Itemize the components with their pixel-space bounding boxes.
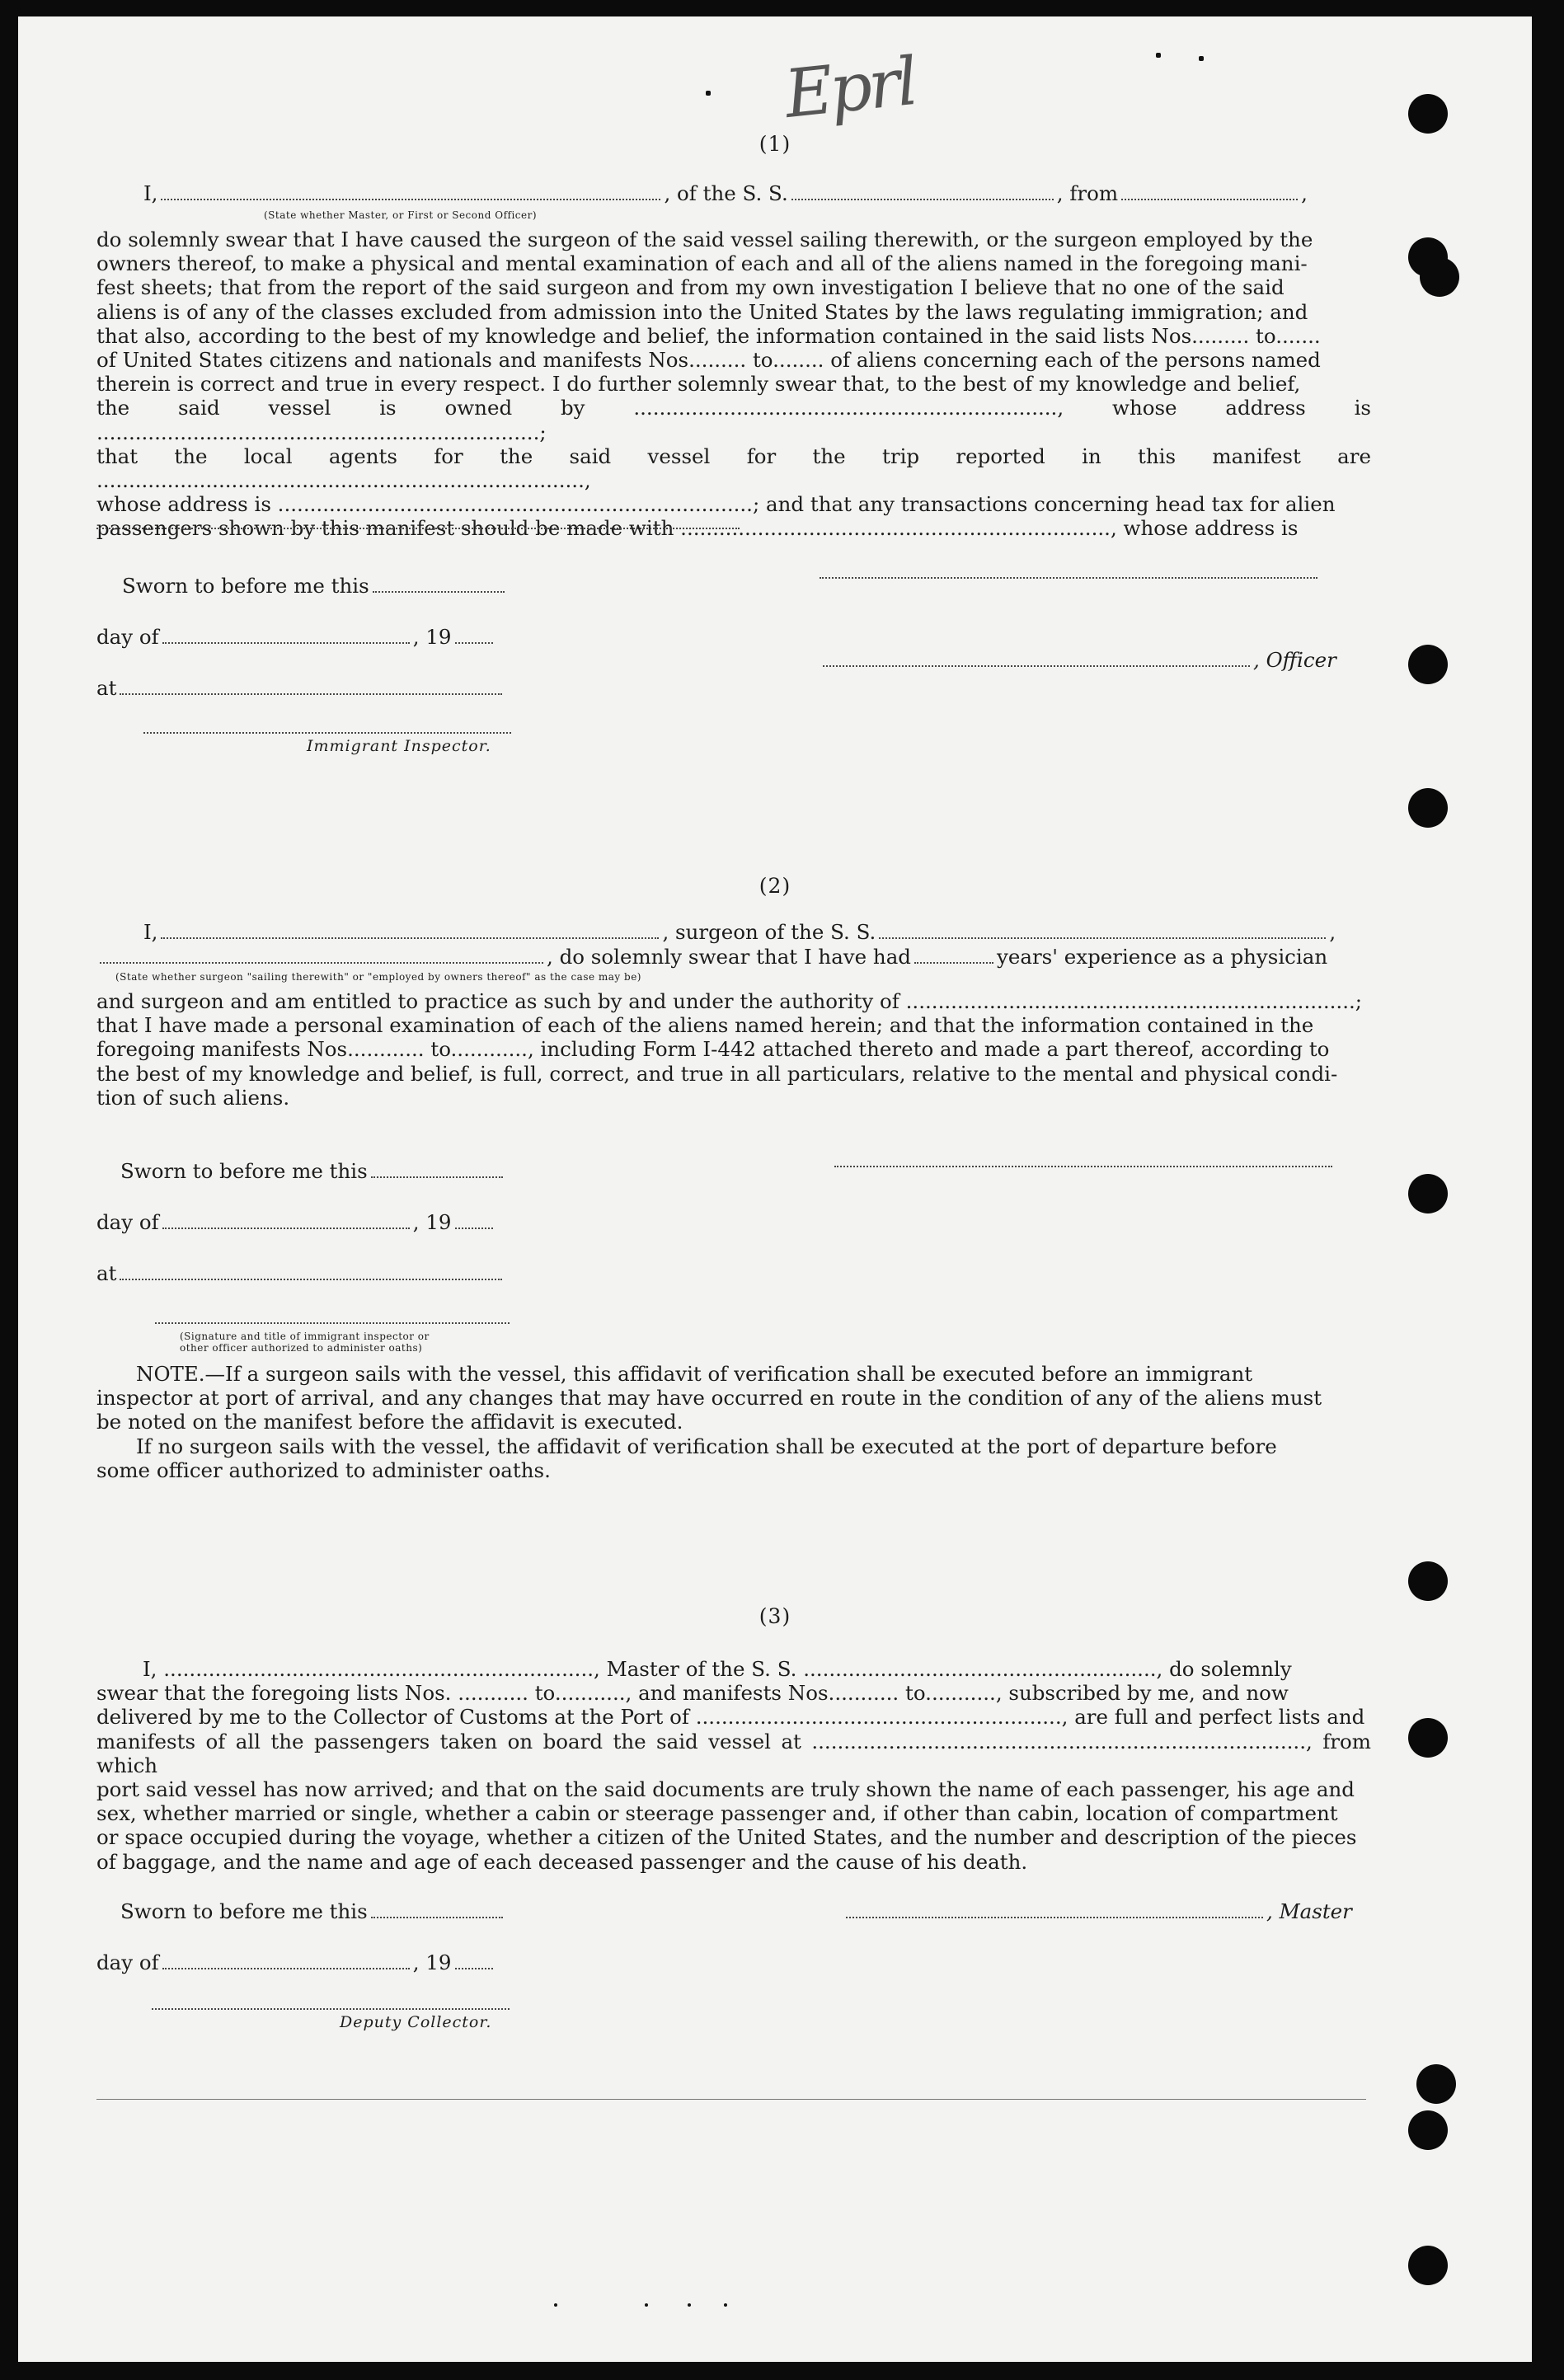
blank-field[interactable] <box>455 1953 493 1969</box>
signature-line[interactable] <box>143 730 511 734</box>
text-line: owners thereof, to make a physical and mental examination of each and all of the aliens named in the foregoing mani- <box>96 251 1308 276</box>
blank-field[interactable] <box>371 1902 503 1918</box>
blank-field[interactable] <box>96 526 740 529</box>
section-2-note <box>96 1362 1371 1482</box>
punch-hole <box>1408 645 1448 684</box>
at-label: at <box>96 676 117 700</box>
section-1-day <box>96 625 496 649</box>
ink-speck <box>724 2303 727 2307</box>
punch-hole <box>1408 1561 1448 1601</box>
punch-hole <box>1416 2064 1456 2104</box>
text-line: If no surgeon sails with the vessel, the affidavit of verification shall be executed at the port of departure before <box>136 1434 1277 1458</box>
punch-hole <box>1408 2246 1448 2285</box>
day-label: day of <box>96 1210 159 1234</box>
blank-field[interactable] <box>162 1953 410 1969</box>
blank-field[interactable] <box>914 947 993 964</box>
ink-speck <box>688 2303 691 2307</box>
punch-hole <box>1408 1718 1448 1758</box>
ink-speck <box>1156 53 1161 58</box>
signature-line[interactable] <box>823 650 1250 667</box>
ink-speck <box>706 91 711 96</box>
text-line: swear that the foregoing lists Nos. ........... to..........., and manifests Nos........... to..........., subscribed by me, and now <box>96 1681 1289 1706</box>
section-2-body <box>96 989 1371 1110</box>
blank-field[interactable] <box>161 184 660 200</box>
master-line <box>843 1899 1352 1923</box>
section-3-body <box>96 1657 1371 1874</box>
master-label: , Master <box>1266 1899 1352 1923</box>
section-1-sworn <box>122 574 508 598</box>
blank-field[interactable] <box>162 1213 410 1229</box>
blank-field[interactable] <box>455 1213 493 1229</box>
blank-field[interactable] <box>1121 184 1298 200</box>
text-line: delivered by me to the Collector of Customs at the Port of ........................................................., are full and perfect lists and <box>96 1705 1365 1730</box>
at-label: at <box>96 1261 117 1285</box>
experience-text: years' experience as a physician <box>997 945 1328 969</box>
blank-field[interactable] <box>161 922 659 939</box>
blank-field[interactable] <box>371 1162 503 1178</box>
day-label: day of <box>96 1950 159 1974</box>
section-3-day <box>96 1950 496 1974</box>
text-line: the best of my knowledge and belief, is full, correct, and true in all particulars, relative to the mental and physical condi- <box>96 1061 1338 1086</box>
text-line: manifests of all the passengers taken on board the said vessel at ............................................................................., from which <box>96 1729 1371 1777</box>
section-1-line1: I, , of the S. S. , from , <box>143 181 1308 205</box>
year-label: , 19 <box>412 1950 452 1974</box>
ink-speck <box>645 2303 648 2307</box>
blank-field[interactable] <box>120 1264 502 1280</box>
inspector-label: Immigrant Inspector. <box>307 737 491 755</box>
text-line: NOTE.—If a surgeon sails with the vessel, this affidavit of verification shall be executed before an immigrant <box>136 1362 1253 1386</box>
text-line: of United States citizens and nationals and manifests Nos......... to........ of aliens concerning each of the persons named <box>96 348 1321 373</box>
text-line: I, ..................................................................., Master of the S. S. ......................................................., do solemnly <box>143 1657 1292 1681</box>
section-1-number: (1) <box>759 132 791 156</box>
blank-field[interactable] <box>879 922 1326 939</box>
blank-field[interactable] <box>120 678 502 695</box>
blank-field[interactable] <box>100 947 543 964</box>
punch-hole <box>1408 788 1448 828</box>
surgeon-of-ship: , surgeon of the S. S. <box>662 920 876 944</box>
text-line: sex, whether married or single, whether a cabin or steerage passenger and, if other than cabin, location of compartment <box>96 1801 1338 1826</box>
ink-speck <box>1199 56 1204 61</box>
sig-caption-2: other officer authorized to administer oaths) <box>180 1342 423 1354</box>
signature-line[interactable] <box>846 1902 1263 1918</box>
text-line: aliens is of any of the classes excluded from admission into the United States by the laws regulating immigration; and <box>96 299 1308 324</box>
section-2-number: (2) <box>759 874 791 898</box>
section-3-sworn <box>120 1899 506 1923</box>
section-2-at <box>96 1261 505 1285</box>
blank-field[interactable] <box>373 576 505 593</box>
sig-caption-1: (Signature and title of immigrant inspector or <box>180 1331 430 1342</box>
section-1-body <box>96 228 1371 541</box>
section-2-sworn <box>120 1159 506 1183</box>
officer-label: , Officer <box>1253 648 1336 672</box>
text-line: that I have made a personal examination of each of the aliens named herein; and that the information contained in the <box>96 1013 1314 1038</box>
handwritten-mark: Eprl <box>781 43 918 133</box>
swear-text: , do solemnly swear that I have had <box>547 945 911 969</box>
text-line: inspector at port of arrival, and any changes that may have occurred en route in the condition of any of the aliens must <box>96 1386 1322 1411</box>
sworn-label: Sworn to before me this <box>120 1899 368 1923</box>
text-line: of baggage, and the name and age of each deceased passenger and the cause of his death. <box>96 1849 1028 1874</box>
document-page <box>18 16 1532 2362</box>
text-line: foregoing manifests Nos............ to............, including Form I-442 attached thereto and made a part thereof, according to <box>96 1037 1330 1062</box>
punch-hole <box>1408 1174 1448 1213</box>
signature-line[interactable] <box>834 1164 1332 1167</box>
section-2-day <box>96 1210 496 1234</box>
text-line: whose address is ..........................................................................; and that any transactions concerning head tax for alien <box>96 492 1336 517</box>
prefix: I, <box>143 181 158 205</box>
signature-line[interactable] <box>820 575 1317 579</box>
section-1-caption: (State whether Master, or First or Second Officer) <box>264 209 538 221</box>
text-line: some officer authorized to administer oaths. <box>96 1458 551 1482</box>
section-2-caption: (State whether surgeon "sailing therewith" or "employed by owners thereof" as the case may be) <box>115 971 641 983</box>
text-line: the said vessel is owned by .................................................................., whose address is .....................................................................; <box>96 396 1371 444</box>
text-line: therein is correct and true in every respect. I do further solemnly swear that, to the best of my knowledge and belief, <box>96 372 1301 397</box>
text-line: port said vessel has now arrived; and that on the said documents are truly shown the name of each passenger, his age and <box>96 1777 1355 1802</box>
text-line: passengers shown by this manifest should be made with ..................................................................., whose address is <box>96 516 1299 541</box>
day-label: day of <box>96 625 159 649</box>
text-line: that also, according to the best of my knowledge and belief, the information contained in the said lists Nos......... to....... <box>96 323 1321 348</box>
ink-speck <box>554 2303 557 2307</box>
bottom-rule <box>96 2099 1366 2100</box>
text-line: and surgeon and am entitled to practice as such by and under the authority of ......................................................................; <box>96 989 1363 1013</box>
text-line: fest sheets; that from the report of the said surgeon and from my own investigation I believe that no one of the said <box>96 275 1285 300</box>
sworn-label: Sworn to before me this <box>120 1159 368 1183</box>
signature-line[interactable] <box>155 1321 510 1324</box>
text-line: or space occupied during the voyage, whether a citizen of the United States, and the number and description of the pieces <box>96 1825 1357 1850</box>
section-2-line2 <box>96 945 1327 969</box>
text-line: do solemnly swear that I have caused the surgeon of the said vessel sailing therewith, or the surgeon employed by the <box>96 228 1313 251</box>
blank-field[interactable] <box>455 627 493 644</box>
signature-line[interactable] <box>152 2007 510 2010</box>
punch-hole <box>1420 257 1459 297</box>
blank-field[interactable] <box>162 627 410 644</box>
sworn-label: Sworn to before me this <box>122 574 369 598</box>
collector-label: Deputy Collector. <box>340 2013 492 2031</box>
text-line: that the local agents for the said vessel for the trip reported in this manifest are ............................................................................, <box>96 444 1371 493</box>
officer-line <box>820 648 1336 672</box>
punch-hole <box>1408 94 1448 134</box>
year-label: , 19 <box>412 625 452 649</box>
of-ship: , of the S. S. <box>664 181 788 205</box>
section-1-at <box>96 676 505 700</box>
text-line: tion of such aliens. <box>96 1085 290 1110</box>
section-2-line1: I, , surgeon of the S. S. , <box>143 920 1336 944</box>
text-line: be noted on the manifest before the affidavit is executed. <box>96 1410 683 1434</box>
punch-hole <box>1408 2110 1448 2150</box>
section-3-number: (3) <box>759 1604 791 1628</box>
year-label: , 19 <box>412 1210 452 1234</box>
blank-field[interactable] <box>791 184 1054 200</box>
prefix: I, <box>143 920 158 944</box>
from: , from <box>1056 181 1119 205</box>
